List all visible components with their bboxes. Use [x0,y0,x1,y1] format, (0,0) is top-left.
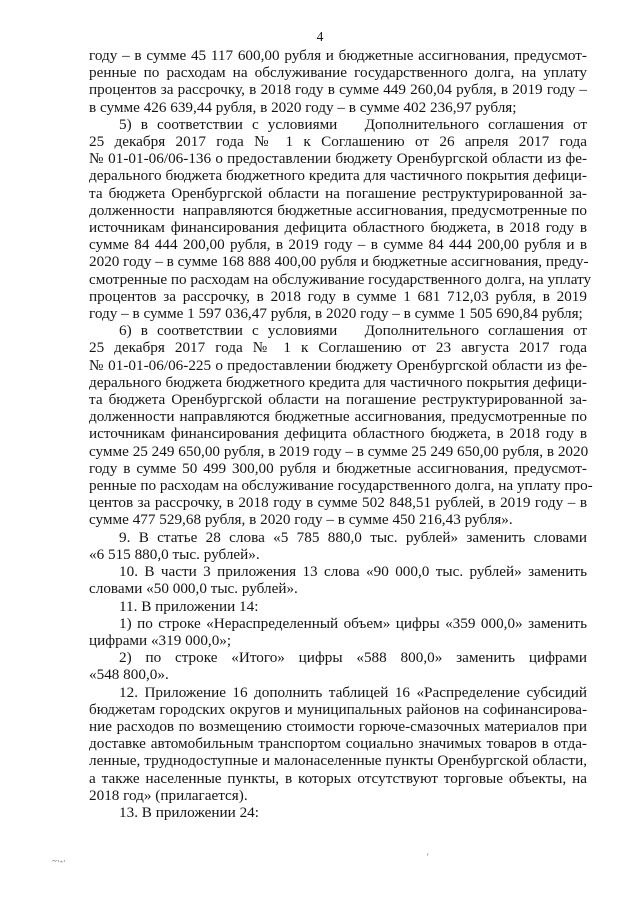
text-line: 25 декабря 2017 года № 1 к Соглашению от 23 августа 2017 года [89,339,587,357]
text-line: словами «50 000,0 тыс. рублей». [89,580,298,598]
text-line: 2018 год» (прилагается). [89,786,248,804]
text-line: 6) в соответствии с условиями Дополнительного соглашения от [119,322,587,340]
text-line: сумме 84 444 200,00 рубля, в 2019 году – в сумме 84 444 200,00 рубля и в [89,236,587,254]
text-line: 11. В приложении 14: [119,597,259,615]
text-line: 13. В приложении 24: [119,803,259,821]
text-line: источникам финансирования дефицита областного бюджета, в 2018 году в [89,425,587,443]
text-line: 9. В статье 28 слова «5 785 880,0 тыс. рублей» заменить словами [119,528,587,546]
text-line: долженности направляются бюджетные ассигнования, предусмотренные по [89,201,587,219]
text-line: ленные, труднодоступные и малонаселенные пункты Оренбургской области, [89,752,587,770]
text-line: сумме 477 529,68 рубля, в 2020 году – в сумме 450 216,43 рубля». [89,511,513,529]
text-line: году – в сумме 45 117 600,00 рубля и бюджетные ассигнования, предусмот- [89,47,587,64]
text-line: бюджетам городских округов и муниципальных районов на софинансирова- [89,700,587,718]
text-line: «548 800,0». [89,666,169,684]
page-number: 4 [316,29,324,44]
text-line: в сумме 426 639,44 рубля, в 2020 году – в сумме 402 236,97 рубля; [89,98,517,116]
text-line: цифрами «319 000,0»; [89,631,232,649]
text-line: «6 515 880,0 тыс. рублей». [89,545,260,563]
text-line: дерального бюджета бюджетного кредита для частичного покрытия дефици- [89,167,587,185]
text-line: ние расходов по возмещению стоимости горюче-смазочных материалов при [89,717,587,735]
text-line: 5) в соответствии с условиями Дополнительного соглашения от [119,115,587,133]
text-line: источникам финансирования дефицита областного бюджета, в 2018 году в [89,219,587,237]
text-line: процентов за рассрочку, в 2018 году в сумме 449 260,04 рубля, в 2019 году – [89,81,587,99]
text-line: 2) по строке «Итого» цифры «588 800,0» заменить цифрами [119,649,587,667]
text-line: № 01-01-06/06-225 о предоставлении бюджету Оренбургской области из фе- [89,356,587,374]
text-line: 1) по строке «Нераспределенный объем» цифры «359 000,0» заменить [119,614,587,632]
text-line: году в сумме 50 499 300,00 рубля и бюджетные ассигнования, предусмот- [89,459,587,477]
text-line: 2020 году – в сумме 168 888 400,00 рубля и бюджетные ассигнования, преду- [89,253,589,271]
text-line: доставке автомобильным транспортом социально значимых товаров в отда- [89,735,587,753]
text-line: та бюджета Оренбургской области на погашение реструктурированной за- [89,184,587,202]
scan-artifact: ~·-· [52,856,66,866]
text-line: та бюджета Оренбургской области на погашение реструктурированной за- [89,391,587,409]
text-line: долженности направляются бюджетные ассигнования, предусмотренные по [89,408,587,426]
text-line: а также населенные пункты, в которых отсутствуют торговые объекты, на [89,769,587,787]
text-line: дерального бюджета бюджетного кредита для частичного покрытия дефици- [89,373,587,391]
text-line: процентов за рассрочку, в 2018 году в сумме 1 681 712,03 рубля, в 2019 [89,287,587,305]
text-line: ренные по расходам на обслуживание государственного долга, на уплату [89,64,587,82]
scan-artifact: ' [427,852,429,862]
text-line: центов за рассрочку, в 2018 году в сумме 502 848,51 рублей, в 2019 году – в [89,494,587,512]
text-line: ренные по расходам на обслуживание государственного долга, на уплату про- [89,477,593,495]
text-line: № 01-01-06/06-136 о предоставлении бюджету Оренбургской области из фе- [89,150,587,168]
text-line: году – в сумме 1 597 036,47 рубля, в 2020 году – в сумме 1 505 690,84 рубля; [89,305,583,323]
text-line: 25 декабря 2017 года № 1 к Соглашению от 26 апреля 2017 года [89,133,587,151]
text-line: смотренные по расходам на обслуживание государственного долга, на уплату [89,270,592,288]
text-line: 12. Приложение 16 дополнить таблицей 16 «Распределение субсидий [119,683,587,701]
text-line: 10. В части 3 приложения 13 слова «90 000,0 тыс. рублей» заменить [119,563,587,581]
text-line: сумме 25 249 650,00 рубля, в 2019 году – в сумме 25 249 650,00 рубля, в 2020 [89,442,589,460]
document-body [89,47,593,821]
